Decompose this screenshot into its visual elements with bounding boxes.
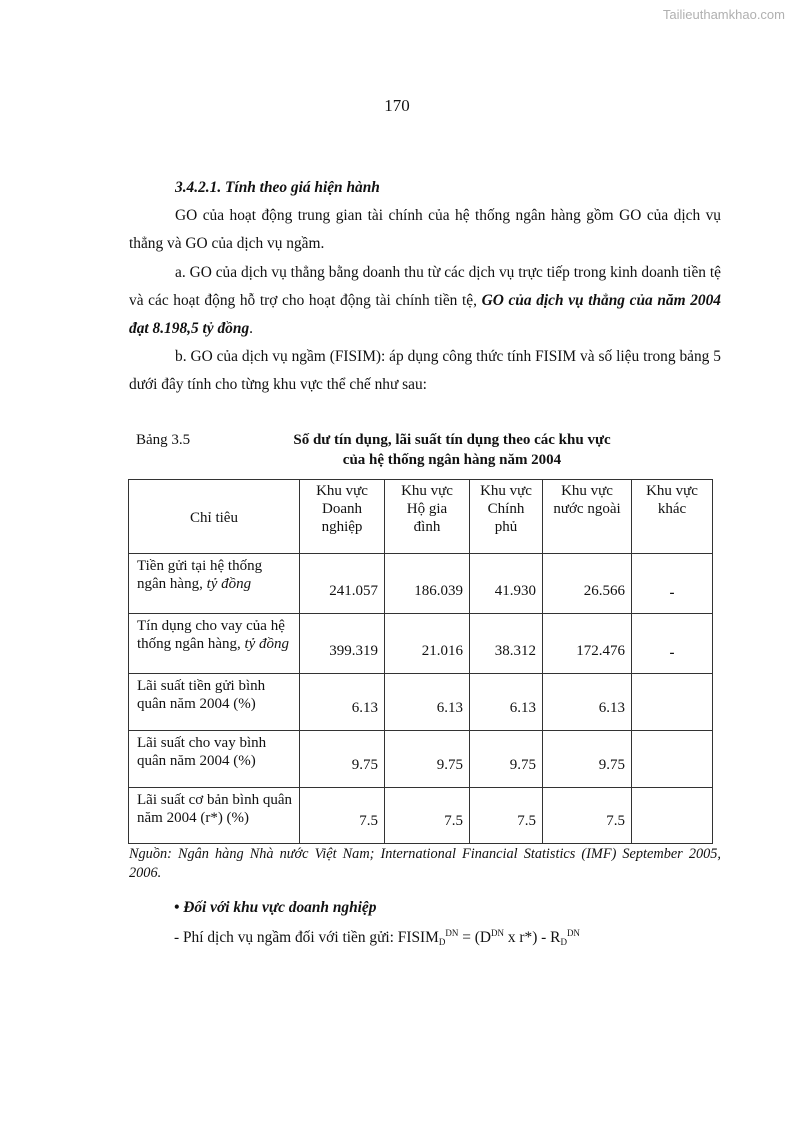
table-cell: 241.057 <box>300 554 385 614</box>
paragraph-direct-services-text: a. GO của dịch vụ thẳng bằng doanh thu từ các dịch vụ trực tiếp trong kinh doanh tiền tệ và các hoạt động hỗ trợ cho hoạt động tài chính tiền tệ, <box>129 263 721 309</box>
header-text: Khu vực <box>401 483 453 499</box>
table-row <box>129 788 713 844</box>
page-number: 170 <box>384 96 410 115</box>
table-title-line2: của hệ thống ngân hàng năm 2004 <box>342 452 562 468</box>
formula-superscript: DN <box>491 928 504 938</box>
header-government <box>470 480 543 554</box>
table-label: Bảng 3.5 <box>136 432 191 448</box>
table-cell: - <box>632 614 713 674</box>
row-label <box>129 614 300 674</box>
table-header-row <box>129 480 713 554</box>
table-cell: 399.319 <box>300 614 385 674</box>
row-label-text: Lãi suất tiền gửi bình quân năm 2004 (%) <box>137 678 266 712</box>
table-cell <box>632 788 713 844</box>
table-row <box>129 554 713 614</box>
table-cell: - <box>632 554 713 614</box>
header-text: Khu vực <box>316 483 368 499</box>
paragraph-fisim: b. GO của dịch vụ ngầm (FISIM): áp dụng công thức tính FISIM và số liệu trong bảng 5 dưới đây tính cho từng khu vực thể chế như sau: <box>129 348 721 394</box>
table-title-line1: Số dư tín dụng, lãi suất tín dụng theo các khu vực <box>293 432 611 448</box>
table-title <box>276 430 628 470</box>
table-cell: 7.5 <box>470 788 543 844</box>
row-label <box>129 674 300 731</box>
formula-part: x r*) - R <box>504 929 561 946</box>
formula-prefix: - Phí dịch vụ ngầm đối với tiền gửi: FISIM <box>174 929 439 946</box>
row-label <box>129 554 300 614</box>
row-label-text: Tín dụng cho vay của hệ thống ngân hàng, <box>137 618 285 652</box>
paragraph-go-overview: GO của hoạt động trung gian tài chính của hệ thống ngân hàng gồm GO của dịch vụ thẳng và GO của dịch vụ ngầm. <box>129 207 721 253</box>
header-text: khác <box>657 501 687 517</box>
formula-subscript: D <box>438 937 446 947</box>
table-cell: 7.5 <box>385 788 470 844</box>
table-cell: 21.016 <box>385 614 470 674</box>
table-cell: 9.75 <box>385 731 470 788</box>
header-text: nước ngoài <box>553 501 621 517</box>
header-text: Chính <box>487 501 525 517</box>
table-row <box>129 674 713 731</box>
table-cell: 9.75 <box>543 731 632 788</box>
row-label-text: Tiền gửi tại hệ thống ngân hàng, <box>137 558 263 592</box>
formula-subscript: D <box>560 937 567 947</box>
section-heading: 3.4.2.1. Tính theo giá hiện hành <box>175 179 380 196</box>
table-source-note: Nguồn: Ngân hàng Nhà nước Việt Nam; International Financial Statistics (IMF) September 2005, 2006. <box>129 846 721 881</box>
table-cell: 7.5 <box>300 788 385 844</box>
body-text <box>129 174 721 400</box>
paragraph-direct-services-end: . <box>249 320 253 338</box>
bullet-heading-enterprise: • Đối với khu vực doanh nghiệp <box>174 899 377 916</box>
row-label <box>129 788 300 844</box>
header-text: phủ <box>494 519 518 535</box>
table-cell: 38.312 <box>470 614 543 674</box>
header-indicator: Chỉ tiêu <box>129 480 300 554</box>
header-text: nghiệp <box>321 519 363 535</box>
table-cell: 6.13 <box>300 674 385 731</box>
header-text: Khu vực <box>646 483 698 499</box>
table-cell: 186.039 <box>385 554 470 614</box>
header-foreign <box>543 480 632 554</box>
row-label <box>129 731 300 788</box>
table-cell: 26.566 <box>543 554 632 614</box>
table-cell: 6.13 <box>385 674 470 731</box>
formula-part: = (D <box>458 929 491 946</box>
table-cell <box>632 674 713 731</box>
row-label-text: Lãi suất cơ bản bình quân năm 2004 (r*) (%) <box>137 792 292 826</box>
fisim-formula <box>174 928 580 947</box>
header-text: Hộ gia <box>406 501 448 517</box>
watermark: Tailieuthamkhao.com <box>662 7 785 22</box>
formula-superscript: DN <box>445 928 459 938</box>
header-household <box>385 480 470 554</box>
row-label-unit: tỷ đồng <box>206 576 252 592</box>
table-cell: 6.13 <box>543 674 632 731</box>
credit-data-table <box>128 479 713 844</box>
table-row <box>129 614 713 674</box>
header-text: Khu vực <box>561 483 613 499</box>
header-enterprise <box>300 480 385 554</box>
table-cell <box>632 731 713 788</box>
table-cell: 6.13 <box>470 674 543 731</box>
header-text: Khu vực <box>480 483 532 499</box>
formula-superscript: DN <box>566 928 580 938</box>
paragraph-direct-services-emphasis: GO của dịch vụ thẳng của năm 2004 đạt 8.198,5 tỷ đồng <box>129 291 722 338</box>
row-label-text: Lãi suất cho vay bình quân năm 2004 (%) <box>137 735 267 769</box>
row-label-unit: tỷ đồng <box>244 636 290 652</box>
table-cell: 41.930 <box>470 554 543 614</box>
table-cell: 9.75 <box>300 731 385 788</box>
table-cell: 9.75 <box>470 731 543 788</box>
paragraph-direct-services <box>129 259 721 344</box>
table-row <box>129 731 713 788</box>
header-text: đình <box>413 519 441 535</box>
header-text: Doanh <box>322 501 362 517</box>
table-cell: 7.5 <box>543 788 632 844</box>
header-other <box>632 480 713 554</box>
table-cell: 172.476 <box>543 614 632 674</box>
